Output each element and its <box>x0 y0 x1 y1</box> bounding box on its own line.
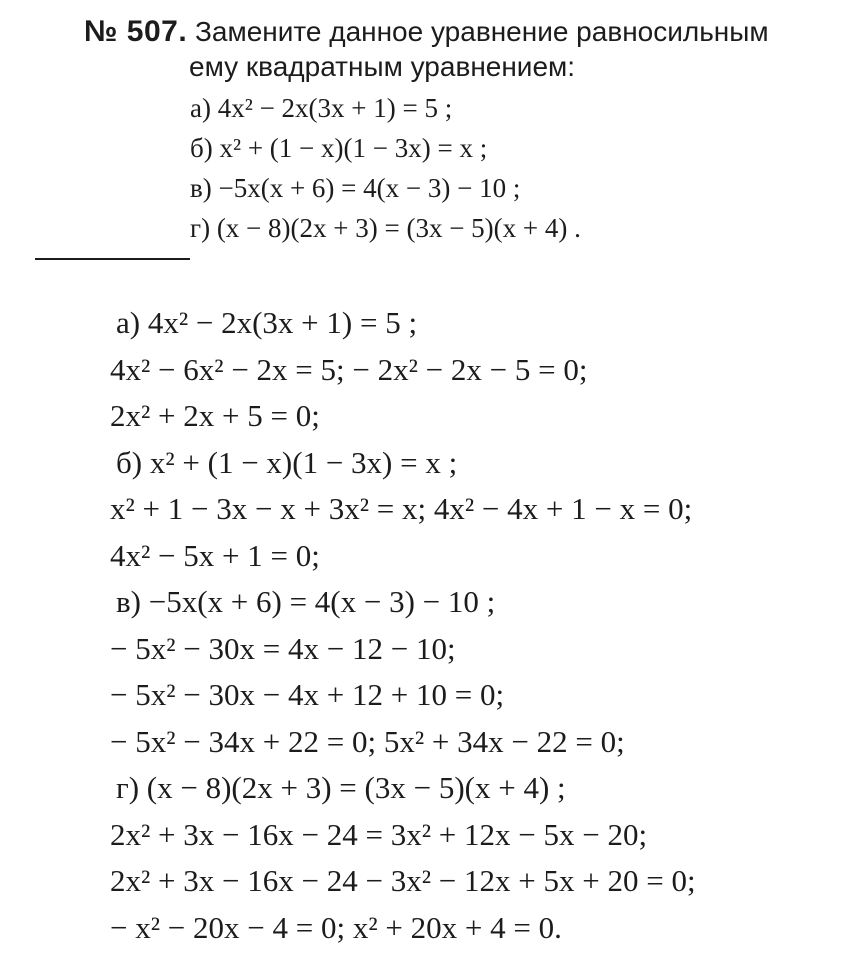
solution-line: 2x² + 3x − 16x − 24 = 3x² + 12x − 5x − 20; <box>110 816 648 852</box>
solution-line: 2x² + 3x − 16x − 24 − 3x² − 12x + 5x + 20 = 0; <box>110 863 696 898</box>
section-divider <box>35 258 190 260</box>
task-item-b: б) x² + (1 − x)(1 − 3x) = x ; <box>190 133 488 163</box>
problem-number: № 507. <box>84 15 188 48</box>
solution-line: − x² − 20x − 4 = 0; x² + 20x + 4 = 0. <box>110 909 562 945</box>
solution-line: − 5x² − 30x − 4x + 12 + 10 = 0; <box>110 677 505 712</box>
solution-block <box>110 300 830 951</box>
task-item-g: г) (x − 8)(2x + 3) = (3x − 5)(x + 4) . <box>190 213 581 243</box>
task-item-a: а) 4x² − 2x(3x + 1) = 5 ; <box>190 93 453 123</box>
problem-statement-line-2: ему квадратным уравнением: <box>189 51 576 82</box>
solution-line: x² + 1 − 3x − x + 3x² = x; 4x² − 4x + 1 − x = 0; <box>110 491 693 526</box>
solution-line: 4x² − 6x² − 2x = 5; − 2x² − 2x − 5 = 0; <box>110 351 588 387</box>
problem-header <box>84 14 824 84</box>
solution-label-g: г) (x − 8)(2x + 3) = (3x − 5)(x + 4) ; <box>116 770 566 805</box>
solution-line: − 5x² − 30x = 4x − 12 − 10; <box>110 630 456 666</box>
solution-line: 4x² − 5x + 1 = 0; <box>110 537 320 573</box>
solution-label-b: б) x² + (1 − x)(1 − 3x) = x ; <box>116 444 458 480</box>
problem-statement-text-1: Замените данное уравнение равносильным <box>194 16 769 47</box>
solution-label-a: а) 4x² − 2x(3x + 1) = 5 ; <box>116 305 418 340</box>
solution-line: 2x² + 2x + 5 = 0; <box>110 398 320 433</box>
task-list <box>190 88 581 248</box>
solution-line: − 5x² − 34x + 22 = 0; 5x² + 34x − 22 = 0; <box>110 723 625 759</box>
problem-statement-line-1 <box>84 14 824 49</box>
solution-label-v: в) −5x(x + 6) = 4(x − 3) − 10 ; <box>116 584 496 619</box>
task-item-v: в) −5x(x + 6) = 4(x − 3) − 10 ; <box>190 173 521 203</box>
